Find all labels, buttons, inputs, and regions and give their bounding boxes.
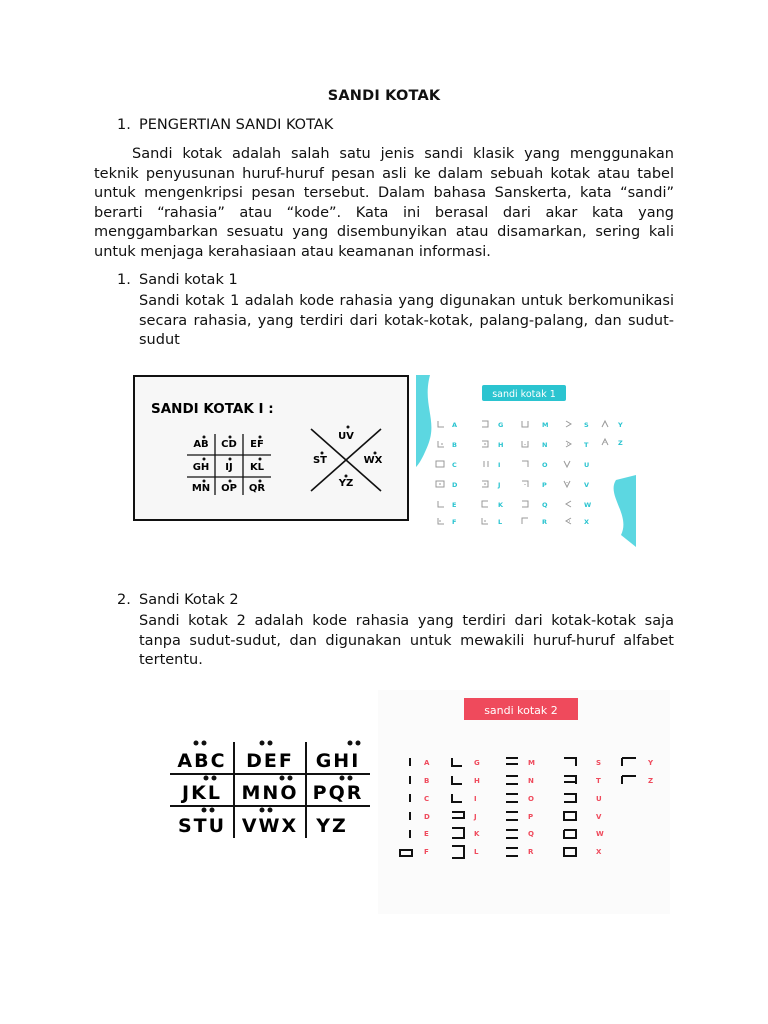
svg-text:A: A (424, 759, 430, 767)
cross-cell: ST (312, 455, 328, 466)
svg-text:V: V (584, 481, 590, 489)
cross-cell: WX (363, 455, 383, 466)
figure-banner: sandi kotak 1 (492, 389, 556, 400)
svg-text:O: O (528, 795, 534, 803)
svg-text:F: F (424, 848, 429, 856)
sandi-kotak-2-alphabet-image (378, 690, 670, 914)
section-heading (117, 117, 333, 133)
grid-cell: PQR (312, 782, 364, 804)
svg-text:O: O (542, 461, 548, 469)
svg-text:W: W (596, 830, 604, 838)
svg-text:R: R (528, 848, 534, 856)
svg-text:H: H (474, 777, 480, 785)
svg-text:J: J (474, 813, 477, 821)
subsection-number: 1. (117, 272, 131, 288)
sandi-kotak-2-alphabet-svg (378, 690, 670, 914)
svg-text:M: M (528, 759, 535, 767)
sandi-kotak-1-alphabet-svg (416, 375, 636, 547)
svg-text:Z: Z (648, 777, 654, 785)
subsection-number: 2. (117, 592, 131, 608)
svg-text:X: X (584, 518, 590, 526)
subsection-heading-2 (117, 592, 239, 608)
svg-text:K: K (474, 830, 480, 838)
svg-text:V: V (596, 813, 602, 821)
svg-text:H: H (498, 441, 504, 449)
svg-text:Q: Q (542, 501, 548, 509)
sandi-kotak-1-svg (135, 377, 407, 519)
svg-text:X: X (596, 848, 602, 856)
grid-cell: GHI (315, 750, 361, 772)
svg-text:C: C (424, 795, 430, 803)
svg-text:J: J (498, 481, 501, 489)
svg-text:Y: Y (648, 759, 654, 767)
svg-text:P: P (542, 481, 547, 489)
svg-text:Y: Y (618, 421, 623, 429)
svg-text:S: S (584, 421, 589, 429)
svg-text:E: E (452, 501, 457, 509)
grid-cell: YZ (316, 815, 348, 837)
svg-text:T: T (596, 777, 601, 785)
svg-text:L: L (498, 518, 503, 526)
sandi-kotak-1-diagram (133, 375, 409, 521)
svg-text:N: N (528, 777, 534, 785)
grid-cell: JKL (182, 782, 222, 804)
svg-text:L: L (474, 848, 479, 856)
grid-cell: STU (177, 815, 227, 837)
svg-text:P: P (528, 813, 534, 821)
svg-text:I: I (498, 461, 501, 469)
svg-text:M: M (542, 421, 549, 429)
svg-text:Q: Q (528, 830, 534, 838)
svg-text:U: U (596, 795, 602, 803)
svg-text:A: A (452, 421, 458, 429)
svg-text:G: G (474, 759, 480, 767)
sandi-kotak-1-alphabet-image (416, 375, 636, 547)
intro-paragraph: Sandi kotak adalah salah satu jenis sandi klasik yang menggunakan teknik penyusunan huruf-huruf pesan asli ke dalam sebuah kotak atau tabel untuk mengenkripsi pesan tersebut. Dalam bahasa Sanskerta, kata “sandi” berarti “rahasia” atau “kode”. Kata ini berasal dari akar kata yang menggambarkan sesuatu yang disembunyikan atau disamarkan, sering kali untuk menjaga kerahasiaan atau keamanan informasi. (94, 146, 674, 260)
page-title: SANDI KOTAK (327, 88, 441, 104)
svg-text:Z: Z (618, 439, 623, 447)
svg-text:B: B (424, 777, 430, 785)
svg-text:D: D (452, 481, 458, 489)
svg-text:K: K (498, 501, 504, 509)
cross-cell: UV (338, 431, 354, 442)
grid-cell: QR (248, 483, 266, 494)
grid-cell: EF (250, 439, 264, 450)
subsection-heading-1 (117, 272, 238, 288)
svg-text:E: E (424, 830, 429, 838)
svg-text:D: D (424, 813, 430, 821)
sandi-kotak-2-grid-diagram (166, 740, 372, 840)
grid-cell: MNO (241, 782, 299, 804)
subsection-body-1: Sandi kotak 1 adalah kode rahasia yang digunakan untuk berkomunikasi secara rahasia, yang terdiri dari kotak-kotak, palang-palang, dan sudut-sudut (139, 293, 674, 349)
svg-text:N: N (542, 441, 548, 449)
grid-cell: AB (193, 439, 209, 450)
cross-cell: YZ (338, 478, 354, 489)
grid-cell: OP (221, 483, 237, 494)
subsection-heading-text: Sandi kotak 1 (139, 272, 238, 288)
svg-text:U: U (584, 461, 590, 469)
grid-cell: IJ (225, 462, 233, 473)
section-number: 1. (117, 117, 131, 133)
grid-cell: KL (249, 462, 265, 473)
svg-text:S: S (596, 759, 602, 767)
grid-cell: ABC (177, 750, 227, 772)
grid-cell: GH (192, 462, 210, 473)
subsection-heading-text: Sandi Kotak 2 (139, 592, 239, 608)
svg-text:I: I (474, 795, 477, 803)
grid-cell: VWX (241, 815, 299, 837)
section-heading-text: PENGERTIAN SANDI KOTAK (139, 117, 334, 133)
figure-banner: sandi kotak 2 (484, 704, 558, 717)
svg-text:G: G (498, 421, 504, 429)
sandi-kotak-2-grid-svg (166, 740, 372, 840)
svg-text:T: T (584, 441, 589, 449)
svg-text:W: W (584, 501, 592, 509)
svg-text:R: R (542, 518, 548, 526)
subsection-body-2: Sandi kotak 2 adalah kode rahasia yang terdiri dari kotak-kotak saja tanpa sudut-sudut, dan digunakan untuk mewakili huruf-huruf alfabet tertentu. (139, 613, 674, 669)
grid-cell: DEF (246, 750, 294, 772)
svg-text:C: C (452, 461, 457, 469)
svg-text:B: B (452, 441, 457, 449)
grid-cell: CD (221, 439, 237, 450)
svg-text:F: F (452, 518, 457, 526)
diagram-title: SANDI KOTAK I : (151, 401, 274, 417)
grid-cell: MN (191, 483, 211, 494)
